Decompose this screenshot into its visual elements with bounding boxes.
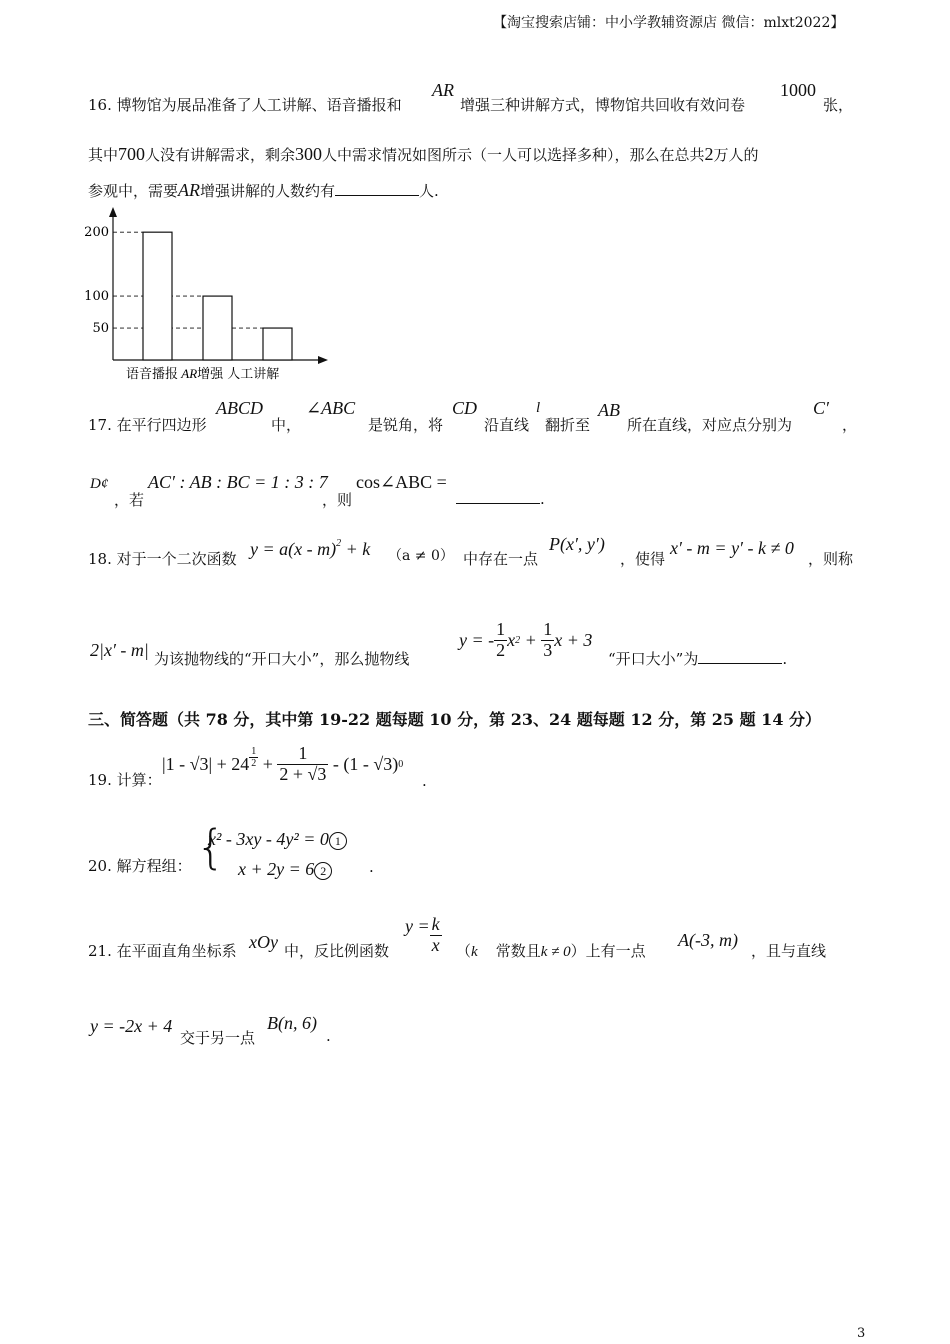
q19-frac-den: 2 + √3 <box>279 763 327 784</box>
q16-text-2: 增强三种讲解方式，博物馆共回收有效问卷 <box>460 96 746 114</box>
q17-text-5: 翻折至 <box>545 416 591 434</box>
q17-text-9: ，则 <box>322 491 353 509</box>
q17-dprime: D¢ <box>90 476 109 492</box>
q17-l: l <box>536 400 541 416</box>
q18-func-b: + k <box>341 539 371 559</box>
q17-text-1: 在平行四边形 <box>116 416 207 434</box>
q18-para-d: x + 3 <box>554 629 593 650</box>
q18-func-sq: 2 <box>336 538 342 549</box>
q21-period: . <box>326 1027 331 1045</box>
x-tick-label-2: AR <box>178 366 198 381</box>
q18-text-6: “开口大小”为 <box>608 650 699 668</box>
q18-frac-2-num: 1 <box>543 619 553 639</box>
q18-equation: x′ - m = y′ - k ≠ 0 <box>670 538 794 558</box>
q19-exponent <box>249 746 258 769</box>
q18-function <box>250 538 370 560</box>
q19-expr-3: - (1 - √3) <box>328 753 399 774</box>
q16-line-1 <box>88 94 402 115</box>
q21-text-4: 常数且 <box>495 942 541 960</box>
q21-text-1: 在平面直角坐标系 <box>116 942 237 960</box>
q20-number: 20. <box>88 857 112 875</box>
q18-text-2: 中存在一点 <box>463 550 539 568</box>
q20-text-1: 解方程组： <box>116 857 192 875</box>
q18-text-4: ，则称 <box>808 550 854 568</box>
q21-cond <box>456 940 646 961</box>
q16-text-10: 人. <box>419 182 439 200</box>
q18-text-3: ，使得 <box>620 550 666 568</box>
q21-frac-den: x <box>431 934 440 955</box>
q17-cos: cos∠ABC = <box>356 472 447 492</box>
q16-700: 700 <box>118 144 146 164</box>
q18-answer-line <box>608 648 787 669</box>
q16-line-2 <box>88 144 759 165</box>
q21-text-6: ，且与直线 <box>751 942 827 960</box>
q21-text-3: （ <box>456 942 472 960</box>
q16-1000: 1000 <box>780 80 816 100</box>
x-axis-arrow <box>318 356 328 364</box>
q16-text-7: 万人的 <box>713 146 759 164</box>
x-tick-label-2-suffix: 增强 <box>197 367 228 382</box>
q19-exp-den: 2 <box>251 757 257 769</box>
q18-condition: （a ≠ 0） <box>388 548 454 564</box>
q17-text-3: 是锐角，将 <box>368 416 444 434</box>
q19-expr-2: + <box>258 753 278 774</box>
q19-frac-num: 1 <box>277 744 328 765</box>
q21-text-7: 交于另一点 <box>180 1029 256 1047</box>
q16-2: 2 <box>704 144 714 164</box>
x-tick-label-1: 语音播报 <box>126 367 179 382</box>
q18-frac-1 <box>494 620 507 661</box>
page-number: 3 <box>857 1326 866 1341</box>
q16-ar: AR <box>432 80 454 100</box>
bar-3 <box>263 328 292 360</box>
q17-abcd: ABCD <box>216 398 263 418</box>
q19-text-1: 计算： <box>116 771 162 789</box>
q21-number: 21. <box>88 942 112 960</box>
q20-eq2 <box>238 859 332 880</box>
q17-number: 17. <box>88 416 112 434</box>
q18-frac-2 <box>541 620 554 661</box>
q21-point-a: A(-3, m) <box>678 930 738 950</box>
q17-angle: ∠ABC <box>306 398 356 418</box>
q17-answer-line <box>456 489 545 508</box>
q17-text-6: 所在直线，对应点分别为 <box>627 416 793 434</box>
q18-para-a: y = - <box>459 629 495 650</box>
q17-text-8: ，若 <box>114 491 145 509</box>
q19-expr-1: |1 - √3| + 24 <box>162 753 250 774</box>
q17-text-7: ， <box>842 416 858 434</box>
q17-text-10: . <box>540 490 545 508</box>
q20-eq2-text: x + 2y = 6 <box>238 859 315 879</box>
q19-fraction <box>277 744 328 785</box>
q16-line-3 <box>88 180 439 201</box>
q18-text-5: 为该抛物线的“开口大小”，那么抛物线 <box>154 650 410 668</box>
q18-func-a: y = a(x - m) <box>250 539 337 559</box>
q18-para-c: + <box>520 629 542 650</box>
q19-expression <box>162 744 403 785</box>
q18-frac-1-num: 1 <box>496 619 506 639</box>
q19-zero-exp: 0 <box>398 758 404 770</box>
q17-cd: CD <box>452 398 478 418</box>
q20-eq1-text: x² - 3xy - 4y² = 0 <box>208 829 329 849</box>
q17-cprime: C′ <box>813 398 829 418</box>
q17-text-4: 沿直线 <box>484 416 530 434</box>
q16-number: 16. <box>88 96 112 114</box>
q21-y-eq: y = <box>405 915 430 936</box>
q18-point: P(x′, y′) <box>549 534 605 554</box>
y-axis-arrow <box>109 207 117 217</box>
x-category-labels <box>126 366 279 382</box>
q16-300: 300 <box>295 144 323 164</box>
bar-1 <box>143 232 172 360</box>
q21-line-1-start <box>88 940 237 961</box>
q16-text-4: 其中 <box>88 146 119 164</box>
q18-frac-1-den: 2 <box>496 639 506 660</box>
q17-answer-blank <box>456 489 540 504</box>
q20-period: . <box>369 858 374 876</box>
q21-frac-num: k <box>431 914 440 934</box>
section-3-title: 三、简答题（共 78 分，其中第 19-22 题每题 10 分，第 23、24 题每题 12 分，第 25 题 14 分） <box>88 710 822 729</box>
q16-text-1: 博物馆为展品准备了人工讲解、语音播报和 <box>116 96 402 114</box>
q20-circle-1: 1 <box>329 832 347 850</box>
q19-number: 19. <box>88 771 112 789</box>
page-header: 【淘宝搜索店铺：中小学教辅资源店 微信：mlxt2022】 <box>493 15 845 31</box>
q17-line-1-start <box>88 414 207 435</box>
q18-expr: 2|x′ - m| <box>90 640 149 660</box>
q21-xoy: xOy <box>249 932 278 952</box>
q21-function <box>405 915 442 956</box>
q19-label <box>88 769 162 790</box>
q17-ab: AB <box>598 400 620 420</box>
q21-text-2: 中，反比例函数 <box>284 942 390 960</box>
q17-text-2: 中， <box>271 416 302 434</box>
q19-exp-num: 1 <box>251 745 257 757</box>
q18-frac-2-den: 3 <box>543 639 553 660</box>
q20-circle-2: 2 <box>314 862 332 880</box>
y-tick-label-50: 50 <box>92 321 109 337</box>
bar-2 <box>203 296 232 360</box>
survey-bar-chart <box>80 205 340 385</box>
y-tick-label-200: 200 <box>84 225 109 241</box>
q21-point-b: B(n, 6) <box>267 1013 317 1033</box>
q18-para-b: x <box>507 629 516 650</box>
x-tick-label-3: 人工讲解 <box>227 367 280 382</box>
q18-answer-blank <box>698 649 782 664</box>
q18-text-7: . <box>782 650 788 668</box>
q21-text-5: ）上有一点 <box>570 942 646 960</box>
q16-text-8: 参观中，需要 <box>88 182 179 200</box>
q20-label <box>88 855 192 876</box>
q19-period: . <box>422 772 427 790</box>
q18-para-sq: 2 <box>515 634 521 646</box>
y-tick-label-100: 100 <box>84 289 109 305</box>
q18-line-1-start <box>88 548 237 569</box>
q16-text-5: 人没有讲解需求，剩余 <box>145 146 296 164</box>
q21-k: k <box>471 944 478 960</box>
q20-brace: { <box>196 820 226 874</box>
q21-line: y = -2x + 4 <box>90 1016 173 1036</box>
q16-text-6: 人中需求情况如图所示（一人可以选择多种），那么在总共 <box>322 146 705 164</box>
q16-text-3: 张， <box>823 96 854 114</box>
q18-parabola <box>459 620 592 661</box>
q16-ar-2: AR <box>178 180 201 200</box>
q21-k-cond: k ≠ 0 <box>540 944 571 960</box>
q18-text-1: 对于一个二次函数 <box>116 550 237 568</box>
q20-eq1 <box>208 829 347 850</box>
q18-number: 18. <box>88 550 112 568</box>
q16-answer-blank <box>335 181 419 196</box>
q17-ratio: AC′ : AB : BC = 1 : 3 : 7 <box>148 472 328 492</box>
q16-text-9: 增强讲解的人数约有 <box>200 182 336 200</box>
q21-fraction <box>430 915 442 956</box>
